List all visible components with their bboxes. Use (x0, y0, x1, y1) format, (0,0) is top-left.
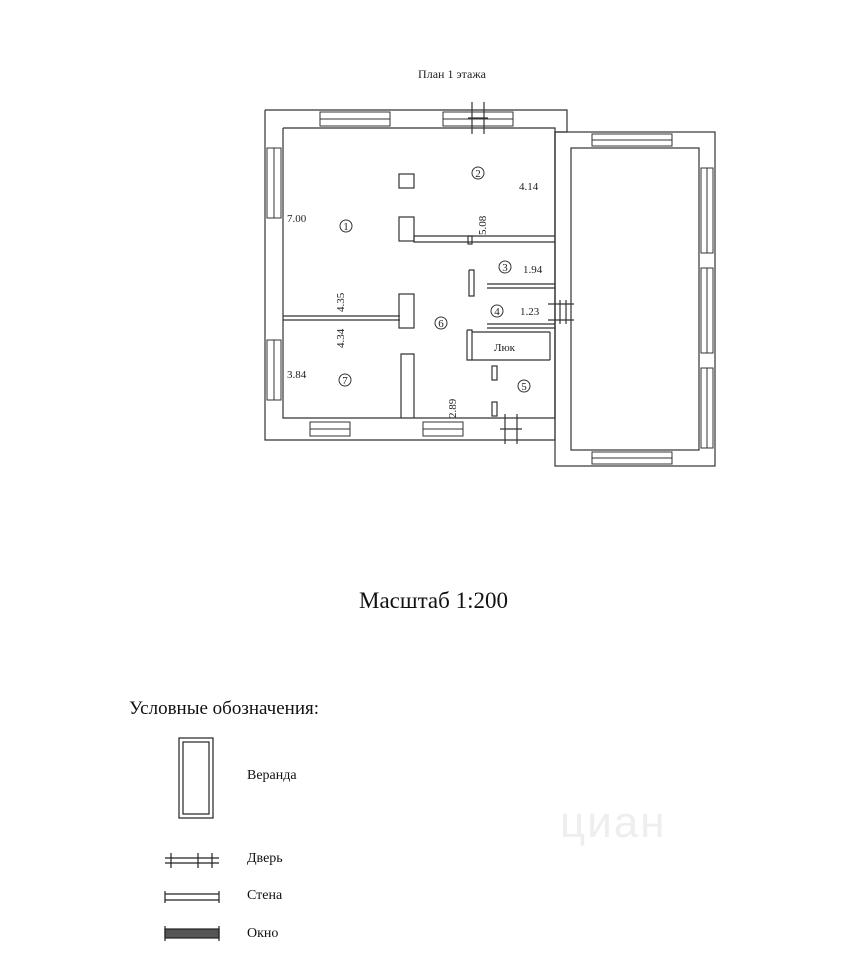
dim-4-34: 4.34 (335, 328, 347, 348)
dim-4-14: 4.14 (519, 181, 539, 193)
svg-text:4: 4 (494, 306, 500, 318)
dimension-labels (287, 181, 543, 418)
hatch-label: Люк (494, 342, 516, 354)
room-number-2 (472, 167, 484, 180)
watermark-logo: циан (560, 798, 667, 847)
room-number-3 (499, 261, 511, 274)
dim-3-84: 3.84 (287, 369, 307, 381)
dim-5-08: 5.08 (477, 215, 489, 235)
interior-walls (283, 174, 555, 418)
legend-window-label: Окно (247, 926, 279, 941)
svg-text:3: 3 (502, 262, 508, 274)
dim-7-00: 7.00 (287, 213, 307, 225)
svg-text:7: 7 (342, 375, 348, 387)
veranda (555, 132, 715, 466)
scale-label: Масштаб 1:200 (359, 588, 508, 613)
legend-title: Условные обозначения: (129, 698, 320, 719)
room-number-6 (435, 317, 447, 330)
room-numbers (339, 167, 530, 393)
dim-1-94: 1.94 (523, 264, 543, 276)
room-number-4 (491, 305, 503, 318)
legend-door-label: Дверь (247, 851, 283, 866)
legend-veranda-symbol (179, 738, 213, 818)
legend-wall-symbol (165, 891, 219, 903)
plan-title: План 1 этажа (418, 67, 486, 81)
room-number-7 (339, 374, 351, 387)
legend-door-symbol (165, 853, 219, 868)
legend-wall-label: Стена (247, 888, 283, 903)
svg-text:5: 5 (521, 381, 527, 393)
dim-4-35: 4.35 (335, 292, 347, 312)
dim-2-89: 2.89 (447, 398, 459, 418)
room-number-5 (518, 380, 530, 393)
svg-text:6: 6 (438, 318, 444, 330)
room-number-1 (340, 220, 352, 233)
dim-1-23: 1.23 (520, 306, 540, 318)
svg-text:2: 2 (475, 168, 481, 180)
legend-window-symbol (165, 926, 219, 941)
svg-text:1: 1 (343, 221, 349, 233)
legend-veranda-label: Веранда (247, 768, 297, 783)
